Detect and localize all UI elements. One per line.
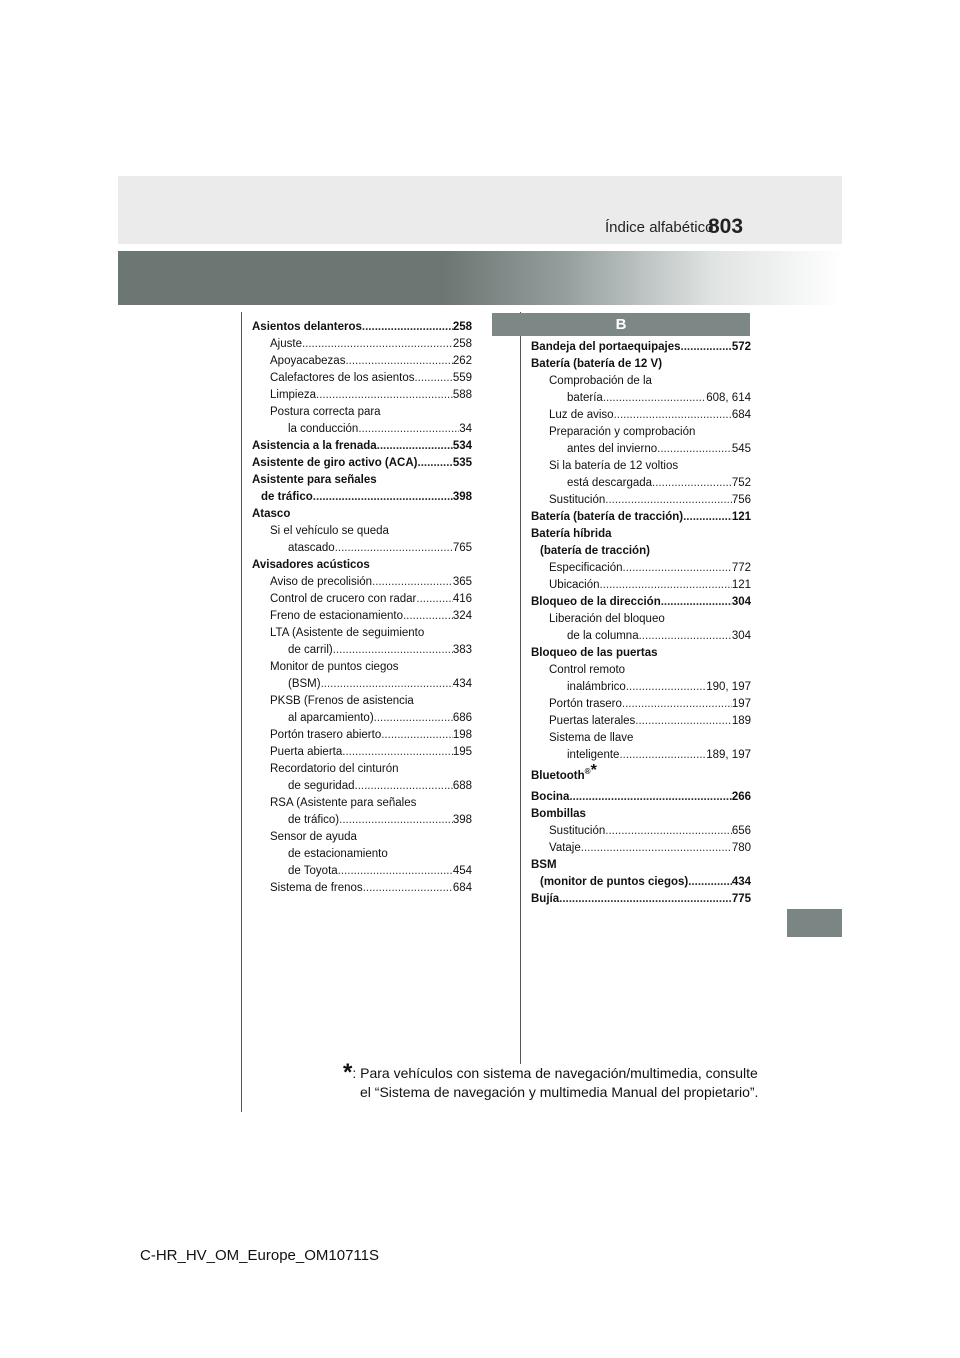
index-page-ref[interactable]: 535 bbox=[452, 457, 472, 469]
index-entry[interactable] bbox=[252, 489, 472, 506]
index-page-ref[interactable]: 752 bbox=[731, 477, 751, 489]
index-page-ref[interactable]: 121 bbox=[731, 579, 751, 591]
dot-leader bbox=[321, 676, 453, 693]
index-entry[interactable] bbox=[252, 642, 472, 659]
index-page-ref[interactable]: 365 bbox=[452, 576, 472, 588]
index-entry-label: Aviso de precolisión bbox=[270, 576, 373, 588]
index-page-ref[interactable]: 684 bbox=[452, 882, 472, 894]
index-heading: Avisadores acústicos bbox=[252, 559, 370, 571]
dot-leader bbox=[626, 679, 706, 696]
chapter-side-tab[interactable] bbox=[787, 909, 842, 937]
index-page-ref[interactable]: 572 bbox=[731, 341, 751, 353]
index-entry-label: Puerta abierta bbox=[270, 746, 343, 758]
index-page-ref[interactable]: 197 bbox=[731, 698, 751, 710]
dot-leader bbox=[605, 492, 732, 509]
index-heading: Liberación del bloqueo bbox=[549, 613, 665, 625]
index-entry-label: Ubicación bbox=[549, 579, 600, 591]
dot-leader bbox=[377, 438, 453, 455]
index-entry[interactable] bbox=[531, 840, 751, 857]
index-page-ref[interactable]: 258 bbox=[452, 338, 472, 350]
index-page-ref[interactable]: 189 bbox=[731, 715, 751, 727]
index-entry[interactable] bbox=[531, 823, 751, 840]
index-column-right bbox=[531, 339, 751, 908]
index-entry[interactable] bbox=[252, 676, 472, 693]
dot-leader bbox=[313, 489, 453, 506]
dot-leader bbox=[635, 713, 732, 730]
letter-heading-b: B bbox=[492, 313, 750, 336]
dot-leader bbox=[335, 540, 453, 557]
index-entry[interactable] bbox=[252, 370, 472, 387]
index-entry-label: Bocina bbox=[531, 791, 570, 803]
index-page-ref[interactable]: 262 bbox=[452, 355, 472, 367]
index-entry-label: de la columna bbox=[567, 630, 639, 642]
index-entry[interactable] bbox=[531, 407, 751, 424]
index-entry[interactable] bbox=[531, 789, 751, 806]
index-entry[interactable] bbox=[531, 577, 751, 594]
dot-leader bbox=[416, 591, 452, 608]
dot-leader bbox=[345, 353, 452, 370]
index-entry-label: Apoyacabezas bbox=[270, 355, 346, 367]
registered-mark: ® bbox=[584, 767, 591, 777]
index-page-ref[interactable]: 684 bbox=[731, 409, 751, 421]
index-entry[interactable] bbox=[252, 438, 472, 455]
column-divider bbox=[520, 312, 521, 1064]
index-entry[interactable] bbox=[531, 747, 751, 764]
index-entry-label: Bloqueo de la dirección bbox=[531, 596, 661, 608]
index-entry-label: Puertas laterales bbox=[549, 715, 636, 727]
index-entry[interactable] bbox=[252, 863, 472, 880]
index-entry[interactable] bbox=[252, 727, 472, 744]
index-entry-label: Asientos delanteros bbox=[252, 321, 362, 333]
dot-leader bbox=[403, 608, 453, 625]
index-heading: Atasco bbox=[252, 508, 291, 520]
index-heading: RSA (Asistente para señales bbox=[270, 797, 417, 809]
index-entry-label: Sistema de frenos bbox=[270, 882, 363, 894]
index-entry-label: Portón trasero abierto bbox=[270, 729, 382, 741]
index-page-ref[interactable]: 416 bbox=[452, 593, 472, 605]
index-entry[interactable] bbox=[531, 628, 751, 645]
index-heading: Si el vehículo se queda bbox=[270, 525, 389, 537]
dot-leader bbox=[302, 336, 453, 353]
index-entry-label: batería bbox=[567, 392, 603, 404]
dot-leader bbox=[581, 840, 732, 857]
index-entry-bluetooth[interactable] bbox=[531, 762, 751, 785]
footnote-star-icon: * bbox=[590, 762, 597, 779]
page-number: 803 bbox=[708, 215, 744, 238]
index-page-ref[interactable]: 34 bbox=[459, 423, 472, 435]
index-column-left bbox=[252, 319, 472, 897]
index-entry-label: Ajuste bbox=[270, 338, 302, 350]
index-entry-label: Freno de estacionamiento bbox=[270, 610, 403, 622]
dot-leader bbox=[339, 812, 453, 829]
dot-leader bbox=[381, 727, 453, 744]
index-page-ref[interactable]: 588 bbox=[452, 389, 472, 401]
index-entry[interactable] bbox=[252, 880, 472, 897]
dot-leader bbox=[559, 891, 732, 908]
index-entry[interactable] bbox=[531, 679, 751, 696]
index-entry-label: al aparcamiento) bbox=[288, 712, 374, 724]
index-heading: Control remoto bbox=[549, 664, 626, 676]
dot-leader bbox=[657, 441, 732, 458]
index-page-ref[interactable]: 398 bbox=[452, 491, 472, 503]
index-entry[interactable] bbox=[531, 713, 751, 730]
index-page-ref[interactable]: 454 bbox=[452, 865, 472, 877]
index-entry[interactable] bbox=[252, 540, 472, 557]
index-entry-label: Vataje bbox=[549, 842, 581, 854]
dot-leader bbox=[358, 421, 459, 438]
index-entry-label: Sustitución bbox=[549, 825, 606, 837]
index-entry-label: Sustitución bbox=[549, 494, 606, 506]
index-page-ref[interactable]: 559 bbox=[452, 372, 472, 384]
index-entry[interactable] bbox=[252, 608, 472, 625]
dot-leader bbox=[316, 387, 453, 404]
dot-leader bbox=[418, 455, 453, 472]
index-entry-label: de carril) bbox=[288, 644, 333, 656]
dot-leader bbox=[614, 407, 732, 424]
dot-leader bbox=[333, 642, 453, 659]
index-heading: PKSB (Frenos de asistencia bbox=[270, 695, 414, 707]
index-entry[interactable] bbox=[252, 812, 472, 829]
index-entry-label: Calefactores de los asientos bbox=[270, 372, 415, 384]
index-entry-label: (BSM) bbox=[288, 678, 321, 690]
index-entry-label: de Toyota bbox=[288, 865, 338, 877]
dot-leader bbox=[661, 594, 732, 611]
index-page-ref[interactable]: 545 bbox=[731, 443, 751, 455]
index-entry[interactable] bbox=[531, 874, 751, 891]
index-page-ref[interactable]: 189, 197 bbox=[706, 749, 751, 761]
index-entry[interactable] bbox=[531, 390, 751, 407]
index-entry[interactable] bbox=[252, 336, 472, 353]
index-entry[interactable] bbox=[252, 778, 472, 795]
index-heading: Sensor de ayuda bbox=[270, 831, 357, 843]
index-heading: LTA (Asistente de seguimiento bbox=[270, 627, 425, 639]
index-entry[interactable] bbox=[252, 744, 472, 761]
dot-leader bbox=[681, 339, 732, 356]
index-entry[interactable] bbox=[531, 891, 751, 908]
footnote-asterisk: * bbox=[343, 1059, 353, 1086]
index-heading: Monitor de puntos ciegos bbox=[270, 661, 399, 673]
index-page-ref[interactable]: 190, 197 bbox=[706, 681, 751, 693]
index-heading: Batería híbrida bbox=[531, 528, 612, 540]
index-page-ref[interactable]: 765 bbox=[452, 542, 472, 554]
index-page-ref[interactable]: 324 bbox=[452, 610, 472, 622]
index-heading: Comprobación de la bbox=[549, 375, 652, 387]
dot-leader bbox=[372, 574, 453, 591]
index-page-ref[interactable]: 304 bbox=[731, 596, 751, 608]
index-entry-label: de tráfico bbox=[261, 491, 313, 503]
dot-leader bbox=[603, 390, 706, 407]
index-entry-label: (monitor de puntos ciegos) bbox=[540, 876, 689, 888]
index-entry[interactable] bbox=[531, 339, 751, 356]
dot-leader bbox=[600, 577, 732, 594]
dot-leader bbox=[623, 560, 732, 577]
index-entry[interactable] bbox=[252, 421, 472, 438]
index-entry[interactable] bbox=[252, 455, 472, 472]
index-entry[interactable] bbox=[252, 319, 472, 336]
index-entry-label: Asistencia a la frenada bbox=[252, 440, 377, 452]
index-entry-label: Control de crucero con radar bbox=[270, 593, 417, 605]
index-entry-label: Especificación bbox=[549, 562, 623, 574]
index-entry-label: de tráfico) bbox=[288, 814, 340, 826]
document-code: C-HR_HV_OM_Europe_OM10711S bbox=[140, 1247, 379, 1264]
index-heading: Preparación y comprobación bbox=[549, 426, 696, 438]
index-page-ref[interactable]: 686 bbox=[452, 712, 472, 724]
index-entry[interactable] bbox=[252, 574, 472, 591]
index-heading: Batería (batería de 12 V) bbox=[531, 358, 663, 370]
dot-leader bbox=[622, 696, 732, 713]
bluetooth-label: Bluetooth bbox=[531, 770, 585, 782]
index-heading: (batería de tracción) bbox=[540, 545, 650, 557]
index-page-ref[interactable]: 195 bbox=[452, 746, 472, 758]
index-entry[interactable] bbox=[531, 509, 751, 526]
index-entry[interactable] bbox=[531, 492, 751, 509]
footnote-line-1: : Para vehículos con sistema de navegación/multimedia, consulte bbox=[352, 1065, 758, 1081]
index-page-ref[interactable]: 772 bbox=[731, 562, 751, 574]
section-title: Índice alfabético bbox=[605, 219, 714, 236]
index-page-ref[interactable]: 534 bbox=[452, 440, 472, 452]
index-entry-label: está descargada bbox=[567, 477, 653, 489]
index-entry-label: Portón trasero bbox=[549, 698, 622, 710]
index-page-ref[interactable]: 608, 614 bbox=[706, 392, 751, 404]
index-entry-label: inteligente bbox=[567, 749, 620, 761]
index-page-ref[interactable]: 434 bbox=[452, 678, 472, 690]
dot-leader bbox=[362, 319, 453, 336]
index-entry[interactable] bbox=[252, 710, 472, 727]
dot-leader bbox=[652, 475, 732, 492]
index-entry[interactable] bbox=[531, 594, 751, 611]
dot-leader bbox=[569, 789, 731, 806]
index-entry[interactable] bbox=[252, 591, 472, 608]
index-heading: Bloqueo de las puertas bbox=[531, 647, 658, 659]
dot-leader bbox=[342, 744, 453, 761]
index-page-ref[interactable]: 121 bbox=[731, 511, 751, 523]
index-entry-label: inalámbrico bbox=[567, 681, 626, 693]
index-page-ref[interactable]: 656 bbox=[731, 825, 751, 837]
dot-leader bbox=[363, 880, 453, 897]
dot-leader bbox=[414, 370, 452, 387]
index-page-ref[interactable]: 266 bbox=[731, 791, 751, 803]
footnote-line-2: el “Sistema de navegación y multimedia Manual del propietario”. bbox=[360, 1084, 759, 1100]
dot-leader bbox=[374, 710, 453, 727]
index-entry[interactable] bbox=[531, 475, 751, 492]
dot-leader bbox=[688, 874, 732, 891]
chapter-gradient-bar bbox=[118, 251, 842, 305]
index-page-ref[interactable]: 780 bbox=[731, 842, 751, 854]
index-entry[interactable] bbox=[531, 560, 751, 577]
index-entry[interactable] bbox=[252, 353, 472, 370]
footnote bbox=[343, 1059, 763, 1102]
index-page-ref[interactable]: 434 bbox=[731, 876, 751, 888]
index-heading: Recordatorio del cinturón bbox=[270, 763, 399, 775]
index-page-ref[interactable]: 775 bbox=[731, 893, 751, 905]
left-margin-rule bbox=[241, 312, 242, 1112]
index-heading: de estacionamiento bbox=[288, 848, 388, 860]
index-entry-label: Limpieza bbox=[270, 389, 317, 401]
index-entry-label: Bujía bbox=[531, 893, 560, 905]
index-heading: Postura correcta para bbox=[270, 406, 381, 418]
index-page-ref[interactable]: 688 bbox=[452, 780, 472, 792]
index-page-ref[interactable]: 198 bbox=[452, 729, 472, 741]
index-entry-label: Luz de aviso bbox=[549, 409, 614, 421]
index-entry-label: la conducción bbox=[288, 423, 359, 435]
index-entry-label: atascado bbox=[288, 542, 335, 554]
index-entry-label: Batería (batería de tracción) bbox=[531, 511, 684, 523]
index-entry[interactable] bbox=[531, 441, 751, 458]
index-entry-label: antes del invierno bbox=[567, 443, 658, 455]
index-heading: Asistente para señales bbox=[252, 474, 377, 486]
index-page-ref[interactable]: 398 bbox=[452, 814, 472, 826]
dot-leader bbox=[639, 628, 732, 645]
index-heading: Bombillas bbox=[531, 808, 586, 820]
index-heading: Sistema de llave bbox=[549, 732, 634, 744]
dot-leader bbox=[683, 509, 732, 526]
index-page-ref[interactable]: 383 bbox=[452, 644, 472, 656]
index-entry-label: de seguridad bbox=[288, 780, 355, 792]
dot-leader bbox=[605, 823, 732, 840]
index-entry[interactable] bbox=[252, 387, 472, 404]
index-heading: Si la batería de 12 voltios bbox=[549, 460, 679, 472]
index-page-ref[interactable]: 258 bbox=[452, 321, 472, 333]
index-entry[interactable] bbox=[531, 696, 751, 713]
index-page-ref[interactable]: 304 bbox=[731, 630, 751, 642]
dot-leader bbox=[338, 863, 453, 880]
index-heading: BSM bbox=[531, 859, 557, 871]
dot-leader bbox=[619, 747, 706, 764]
index-entry-label: Bandeja del portaequipajes bbox=[531, 341, 681, 353]
index-entry-label: Asistente de giro activo (ACA) bbox=[252, 457, 418, 469]
dot-leader bbox=[355, 778, 453, 795]
index-page-ref[interactable]: 756 bbox=[731, 494, 751, 506]
